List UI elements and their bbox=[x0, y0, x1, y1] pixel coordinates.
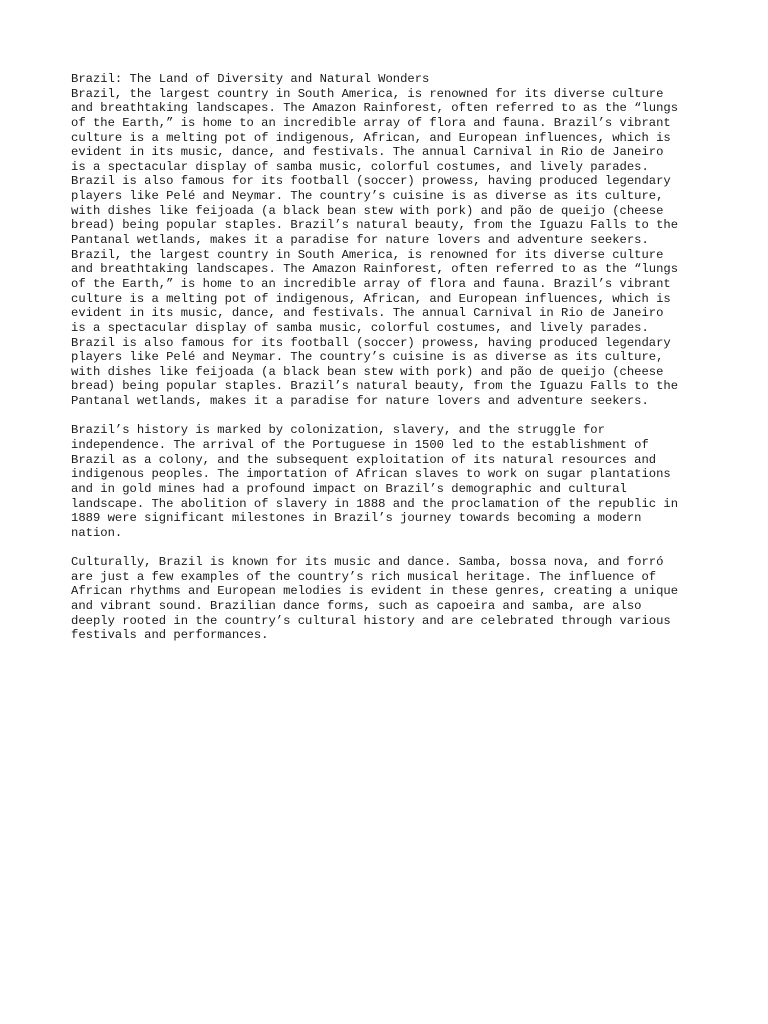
document-body bbox=[71, 72, 711, 643]
paragraph-spacer bbox=[71, 541, 711, 556]
text-line: are just a few examples of the country’s rich musical heritage. The influence of bbox=[71, 569, 657, 584]
text-line: Brazil’s history is marked by colonization, slavery, and the struggle for bbox=[71, 423, 605, 438]
text-line: Brazil, the largest country in South America, is renowned for its diverse culture bbox=[71, 86, 664, 101]
text-line: nation. bbox=[71, 525, 123, 540]
text-line: Culturally, Brazil is known for its music and dance. Samba, bossa nova, and forró bbox=[71, 555, 664, 570]
text-line: with dishes like feijoada (a black bean stew with pork) and pão de queijo (cheese bbox=[71, 203, 664, 218]
paragraph-3 bbox=[71, 555, 711, 643]
text-line: bread) being popular staples. Brazil’s natural beauty, from the Iguazu Falls to the bbox=[71, 218, 679, 233]
text-line: bread) being popular staples. Brazil’s natural beauty, from the Iguazu Falls to the bbox=[71, 379, 679, 394]
text-line: of the Earth,” is home to an incredible array of flora and fauna. Brazil’s vibrant bbox=[71, 276, 671, 291]
text-line: culture is a melting pot of indigenous, African, and European influences, which is bbox=[71, 130, 671, 145]
text-line: Brazil as a colony, and the subsequent exploitation of its natural resources and bbox=[71, 452, 657, 467]
text-line: festivals and performances. bbox=[71, 628, 269, 643]
text-line: players like Pelé and Neymar. The country’s cuisine is as diverse as its culture, bbox=[71, 350, 664, 365]
text-line: Pantanal wetlands, makes it a paradise for nature lovers and adventure seekers. bbox=[71, 394, 649, 409]
text-line: Brazil is also famous for its football (soccer) prowess, having produced legendary bbox=[71, 174, 671, 189]
paragraph-spacer bbox=[71, 409, 711, 424]
text-line: players like Pelé and Neymar. The country’s cuisine is as diverse as its culture, bbox=[71, 189, 664, 204]
text-line: evident in its music, dance, and festivals. The annual Carnival in Rio de Janeiro bbox=[71, 306, 664, 321]
text-line: is a spectacular display of samba music, colorful costumes, and lively parades. bbox=[71, 320, 649, 335]
text-line: and in gold mines had a profound impact on Brazil’s demographic and cultural bbox=[71, 481, 627, 496]
text-line: and breathtaking landscapes. The Amazon Rainforest, often referred to as the “lungs bbox=[71, 101, 679, 116]
text-line: culture is a melting pot of indigenous, African, and European influences, which is bbox=[71, 291, 671, 306]
text-line: indigenous peoples. The importation of African slaves to work on sugar plantations bbox=[71, 467, 671, 482]
text-line: and breathtaking landscapes. The Amazon Rainforest, often referred to as the “lungs bbox=[71, 262, 679, 277]
text-line: and vibrant sound. Brazilian dance forms, such as capoeira and samba, are also bbox=[71, 599, 642, 614]
text-line: is a spectacular display of samba music, colorful costumes, and lively parades. bbox=[71, 159, 649, 174]
text-line: African rhythms and European melodies is evident in these genres, creating a unique bbox=[71, 584, 679, 599]
text-line: Pantanal wetlands, makes it a paradise for nature lovers and adventure seekers. bbox=[71, 233, 649, 248]
text-line: landscape. The abolition of slavery in 1888 and the proclamation of the republic in bbox=[71, 496, 679, 511]
text-line: Brazil, the largest country in South America, is renowned for its diverse culture bbox=[71, 247, 664, 262]
text-line: independence. The arrival of the Portuguese in 1500 led to the establishment of bbox=[71, 438, 649, 453]
text-line: 1889 were significant milestones in Brazil’s journey towards becoming a modern bbox=[71, 511, 642, 526]
text-line: Brazil is also famous for its football (soccer) prowess, having produced legendary bbox=[71, 335, 671, 350]
text-line: deeply rooted in the country’s cultural history and are celebrated through various bbox=[71, 613, 671, 628]
document-title: Brazil: The Land of Diversity and Natural Wonders bbox=[71, 72, 430, 86]
paragraph-2 bbox=[71, 423, 711, 540]
paragraph-1 bbox=[71, 72, 711, 409]
text-line: with dishes like feijoada (a black bean stew with pork) and pão de queijo (cheese bbox=[71, 364, 664, 379]
text-line: evident in its music, dance, and festivals. The annual Carnival in Rio de Janeiro bbox=[71, 145, 664, 160]
text-line: of the Earth,” is home to an incredible array of flora and fauna. Brazil’s vibrant bbox=[71, 115, 671, 130]
